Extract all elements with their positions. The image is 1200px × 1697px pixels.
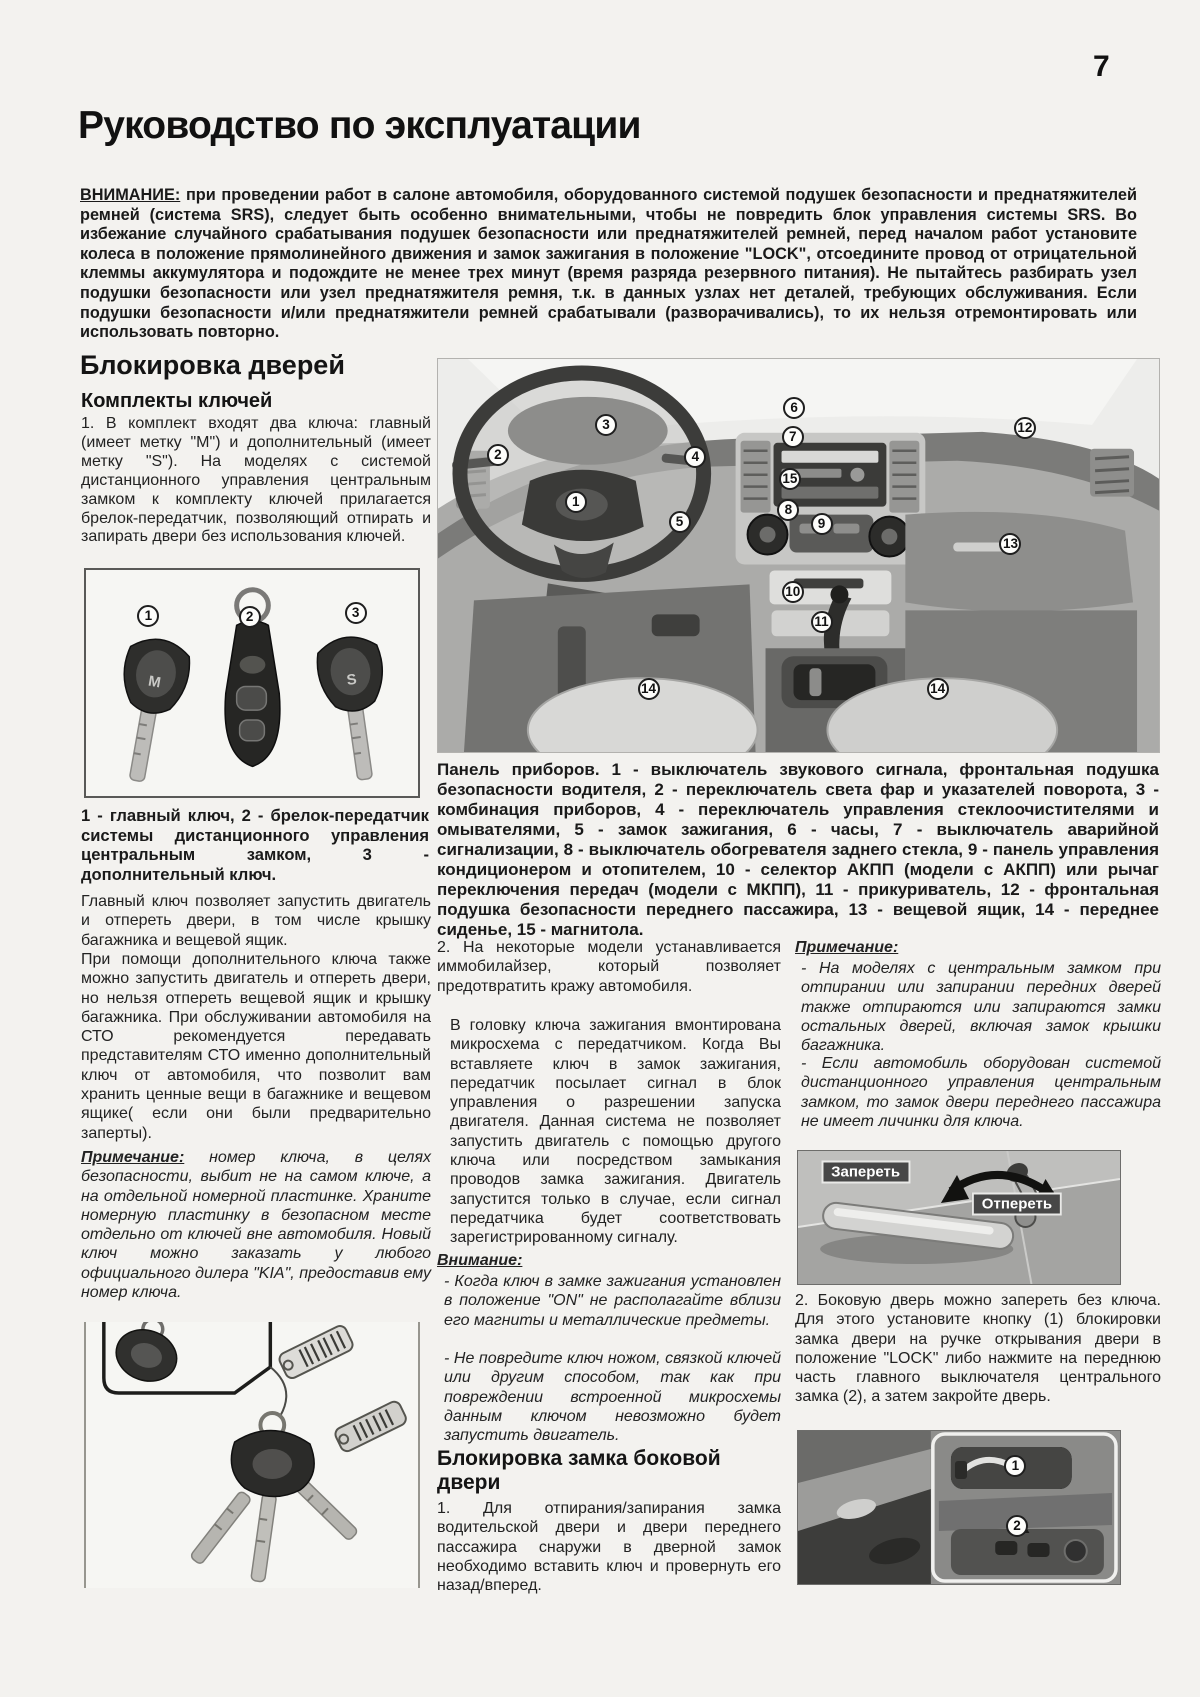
left-note-text: номер ключа, в целях безопасности, выбит не на самом ключе, а на отдельной номерной пластинке. Храните номерную пластинку в безопасном месте отдельно от ключей вне автомобиля. Новый ключ можно заказать у любого официального дилера "KIA", предоставив ему номер ключа. <box>81 1149 431 1302</box>
dashboard-figure <box>437 358 1160 753</box>
unlock-label: Отпереть <box>972 1193 1062 1216</box>
center-left-vent-icon <box>741 441 771 513</box>
left-paragraph-1: 1. В комплект входят два ключа: главный (имеет метку "M") и дополнительный (имеет метку "S"). На моделях с системой дистанционного управления центральным замком к комплекту ключей прилагается брелок-передатчик, позволяющий отпирать и запирать двери без использования ключей. <box>81 415 431 546</box>
callout-1: 1 <box>565 491 587 513</box>
page-number: 7 <box>1093 50 1110 83</box>
door-handle-figure <box>797 1150 1121 1285</box>
callout-2: 2 <box>1006 1515 1028 1537</box>
callout-11: 11 <box>811 611 833 633</box>
middle-paragraph-2: В головку ключа зажигания вмонтирована микросхема с передатчиком. Когда Вы вставляете ключ в замок зажигания, передатчик посылает сигнал в блок управления о разрешении запуска двигателя. Данная система не позволяет запустить двигатель с помощью другого ключа или посредством замыкания проводов замка зажигания. Двигатель запустится только в случае, если сигнал передатчика будет соответствовать зарегистрированному сигналу. <box>450 1017 781 1247</box>
subsection-title-side-door-lock: Блокировка замка боковой двери <box>437 1447 721 1494</box>
callout-3: 3 <box>595 414 617 436</box>
callout-2: 2 <box>239 606 261 628</box>
middle-paragraph-3: 1. Для отпирания/запирания замка водительской двери и двери переднего пассажира снаружи в дверной замок необходимо вставить ключ и провернуть его назад/вперед. <box>437 1500 781 1595</box>
callout-15: 15 <box>779 468 801 490</box>
callout-8: 8 <box>777 499 799 521</box>
callout-3: 3 <box>345 602 367 624</box>
window-switch <box>995 1541 1017 1555</box>
middle-warning-item-2: - Не повредите ключ ножом, связкой ключей или другим способом, так как при повреждении встроенной микросхемы данным ключом невозможно будет запустить двигатель. <box>444 1350 781 1445</box>
svg-text:M: M <box>146 673 162 692</box>
middle-warning-label: Внимание: <box>437 1252 523 1269</box>
middle-warning-item-1: - Когда ключ в замке зажигания установлен в положение "ON" не располагайте вблизи его магниты и металлические предметы. <box>444 1273 781 1329</box>
left-note <box>81 1148 431 1302</box>
srs-warning-paragraph <box>80 186 1137 343</box>
callout-14: 14 <box>927 678 949 700</box>
svg-text:S: S <box>345 671 358 690</box>
srs-warning-text: при проведении работ в салоне автомобиля, оборудованного системой подушек безопасности и преднатяжителей ремней (система SRS), следует быть особенно внимательными, чтобы не повредить блок управления системы SRS. Во избежание случайного срабатывания подушек безопасности или преднатяжителей ремней, перед началом работ установите колеса в положение прямолинейного движения и замок зажигания в положение "LOCK", отсоедините провод от отрицательной клеммы аккумулятора и подождите не менее трех минут (время разряда резервного питания). Не пытайтесь разбирать узел подушки безопасности или узел преднатяжителя ремня, т.к. в данных узлах нет деталей, требующих обслуживания. Если подушки безопасности и/или преднатяжители ремней срабатывали (разворачивались), то их нельзя отремонтировать или использовать повторно. <box>80 186 1137 342</box>
callout-9: 9 <box>811 513 833 535</box>
door-interior-figure <box>797 1430 1121 1585</box>
callout-1: 1 <box>1004 1455 1026 1477</box>
srs-warning-label: ВНИМАНИЕ: <box>80 186 181 204</box>
page-title: Руководство по эксплуатации <box>78 104 641 147</box>
right-note-item-2: - Если автомобиль оборудован системой дистанционного управления центральным замком, то замок двери переднего пассажира не имеет личинки для ключа. <box>801 1055 1161 1130</box>
callout-14: 14 <box>638 678 660 700</box>
callout-12: 12 <box>1014 417 1036 439</box>
right-paragraph-2: 2. Боковую дверь можно запереть без ключа. Для этого установите кнопку (1) блокировки замка двери на ручке открывания двери в положение "LOCK" либо нажмите на переднюю часть главного выключателя центрального замка (2), а затем закройте дверь. <box>795 1292 1161 1406</box>
callout-2: 2 <box>487 444 509 466</box>
keys-figure-caption: 1 - главный ключ, 2 - брелок-передатчик системы дистанционного управления центральным замком, 3 - дополнительный ключ. <box>81 806 429 884</box>
callout-7: 7 <box>782 426 804 448</box>
callout-4: 4 <box>684 446 706 468</box>
door-interior-illustration <box>798 1431 1120 1584</box>
left-paragraph-3: При помощи дополнительного ключа также можно запустить двигатель и отпереть двери, но нельзя отпереть вещевой ящик и крышку багажника. При обслуживании автомобиля на СТО рекомендуется передавать представителям СТО именно дополнительный ключ от автомобиля, что позволит вам хранить ценные вещи в багажнике и вещевом ящике( если они были предварительно заперты). <box>81 951 431 1142</box>
lock-label: Запереть <box>821 1161 910 1184</box>
left-note-label: Примечание: <box>81 1149 185 1166</box>
subsection-title-key-sets: Комплекты ключей <box>81 390 273 412</box>
keys-illustration <box>86 570 418 796</box>
dashboard-illustration <box>438 359 1159 752</box>
armrest-inset <box>933 1434 1116 1581</box>
callout-13: 13 <box>999 533 1021 555</box>
dashboard-caption: Панель приборов. 1 - выключатель звукового сигнала, фронтальная подушка безопасности водителя, 2 - переключатель света фар и указателей поворота, 3 - комбинация приборов, 4 - переключатель управления стеклоочистителями и омывателями, 5 - замок зажигания, 6 - часы, 7 - выключатель аварийной сигнализации, 8 - выключатель обогревателя заднего стекла, 9 - панель управления кондиционером и отопителем, 10 - селектор АКПП (модели с АКПП) или рычаг переключения передач (модели с МКПП), 11 - прикуриватель, 12 - фронтальная подушка безопасности переднего пассажира, 13 - вещевой ящик, 14 - переднее сиденье, 15 - магнитола. <box>437 760 1159 939</box>
glovebox <box>905 512 1133 612</box>
callout-6: 6 <box>783 397 805 419</box>
section-title-door-locking: Блокировка дверей <box>80 350 345 380</box>
middle-paragraph-1: 2. На некоторые модели устанавливается иммобилайзер, который позволяет предотвратить кражу автомобиля. <box>437 939 781 995</box>
keys-figure <box>84 568 420 798</box>
right-note-label: Примечание: <box>795 939 899 956</box>
callout-10: 10 <box>782 581 804 603</box>
center-right-vent-icon <box>889 441 919 513</box>
callout-1: 1 <box>137 605 159 627</box>
key-number-plate-figure <box>84 1322 420 1588</box>
mirror-switch <box>1065 1540 1087 1562</box>
left-paragraph-2: Главный ключ позволяет запустить двигатель и отпереть двери, в том числе крышку багажника и вещевой ящик. <box>81 893 431 949</box>
right-vent-icon <box>1090 449 1134 497</box>
right-note-item-1: - На моделях с центральным замком при отпирании или запирании передних дверей также отпираются или запираются замки остальных дверей, включая замок крышки багажника. <box>801 960 1161 1055</box>
window-switch <box>1027 1543 1049 1557</box>
key-number-plate-illustration <box>86 1322 418 1588</box>
callout-5: 5 <box>669 511 691 533</box>
lock-knob <box>955 1461 967 1479</box>
